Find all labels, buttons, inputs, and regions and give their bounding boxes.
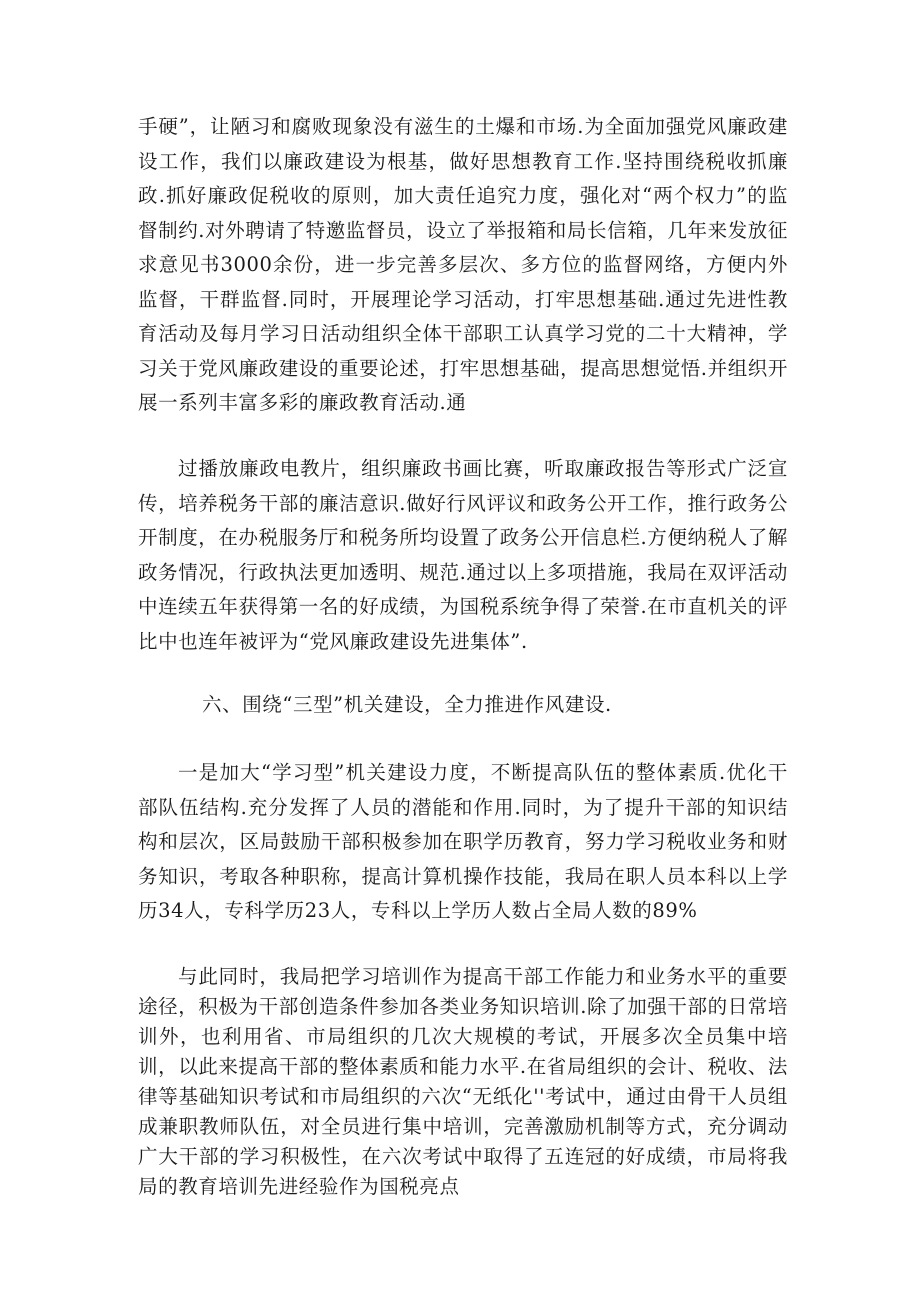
- paragraph-integrity-education: 过播放廉政电教片，组织廉政书画比赛，听取廉政报告等形式广泛宣传，培养税务干部的廉洁意识.做好行风评议和政务公开工作，推行政务公开制度，在办税服务厅和税务所均设置了政务公开信息栏.方便纳税人了解政务情况，行政执法更加透明、规范.通过以上多项措施，我局在双评活动中连续五年获得第一名的好成绩，为国税系统争得了荣誉.在市直机关的评比中也连年被评为“党风廉政建设先进集体”.: [138, 457, 788, 653]
- section-heading-six: 六、围绕“三型”机关建设，全力推进作风建设.: [202, 693, 612, 716]
- paragraph-training: 与此同时，我局把学习培训作为提高干部工作能力和业务水平的重要途径，积极为干部创造条件参加各类业务知识培训.除了加强干部的日常培训外，也利用省、市局组织的几次大规模的考试，开展多次全员集中培训，以此来提高干部的整体素质和能力水平.在省局组织的会计、税收、法律等基础知识考试和市局组织的六次“无纸化''考试中，通过由骨干人员组成兼职教师队伍，对全员进行集中培训，完善激励机制等方式，充分调动广大干部的学习积极性，在六次考试中取得了五连冠的好成绩，市局将我局的教育培训先进经验作为国税亮点: [138, 965, 788, 1198]
- paragraph-learning-organization: 一是加大“学习型”机关建设力度，不断提高队伍的整体素质.优化干部队伍结构.充分发挥了人员的潜能和作用.同时，为了提升干部的知识结构和层次，区局鼓励干部积极参加在职学历教育，努力学习税收业务和财务知识，考取各种职称，提高计算机操作技能，我局在职人员本科以上学历34人，专科学历23人，专科以上学历人数占全局人数的89%: [138, 761, 788, 922]
- paragraph-integrity-supervision: 手硬”，让陋习和腐败现象没有滋生的土爆和市场.为全面加强党风廉政建设工作，我们以廉政建设为根基，做好思想教育工作.坚持围绕税收抓廉政.抓好廉政促税收的原则，加大责任追究力度，强化对“两个权力”的监督制约.对外聘请了特邀监督员，设立了举报箱和局长信箱，几年来发放征求意见书3000余份，进一步完善多层次、多方位的监督网络，方便内外监督，干群监督.同时，开展理论学习活动，打牢思想基础.通过先进性教育活动及每月学习日活动组织全体干部职工认真学习党的二十大精神，学习关于党风廉政建设的重要论述，打牢思想基础，提高思想觉悟.并组织开展一系列丰富多彩的廉政教育活动.通: [138, 115, 788, 414]
